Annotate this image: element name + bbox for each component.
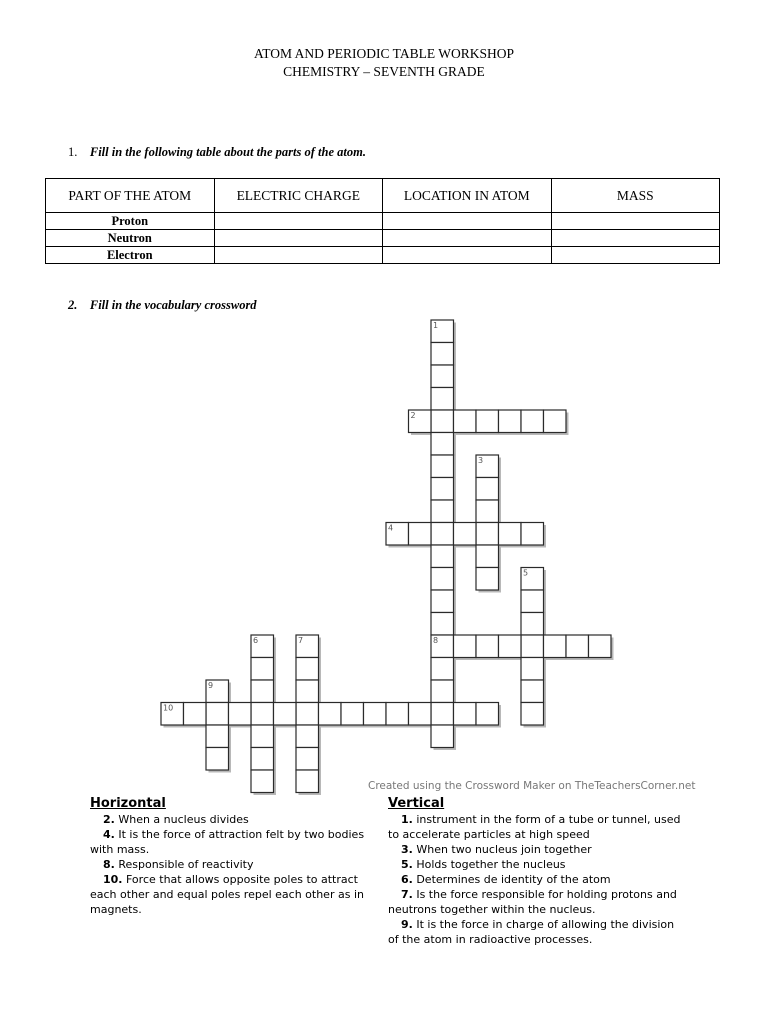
table-header: PART OF THE ATOM [46,179,215,213]
clue-item [388,857,684,872]
crossword-cell[interactable] [229,703,252,726]
crossword-cell[interactable] [431,725,454,748]
clue-number: 1. [401,813,413,826]
crossword-clue-number: 4 [388,523,394,533]
clue-number: 4. [103,828,115,841]
table-header: MASS [551,179,720,213]
crossword-cell[interactable] [544,410,567,433]
clue-item [388,872,684,887]
crossword-cell[interactable] [476,523,499,546]
page-subtitle: CHEMISTRY – SEVENTH GRADE [283,64,485,79]
crossword-cell[interactable] [431,545,454,568]
clue-item [388,842,684,857]
table-row-label: Proton [46,213,215,230]
crossword-cell[interactable] [476,500,499,523]
crossword-cell[interactable] [476,478,499,501]
question-2-text: Fill in the vocabulary crossword [89,298,257,312]
crossword-cell[interactable] [341,703,364,726]
page-title: ATOM AND PERIODIC TABLE WORKSHOP [254,46,514,61]
clue-text: Holds together the nucleus [412,858,566,871]
crossword-clue-number: 7 [298,636,304,645]
question-1-number: 1. [68,145,78,159]
clue-text: Force that allows opposite poles to attract each other and equal poles repel each other as in magnets. [90,873,364,916]
crossword-cell[interactable] [431,703,454,726]
crossword-cell[interactable] [521,658,544,681]
crossword-cell[interactable] [274,703,297,726]
crossword-cell[interactable] [431,500,454,523]
crossword-cell[interactable] [521,523,544,546]
crossword-cell[interactable] [476,410,499,433]
clue-text: Is the force responsible for holding protons and neutrons together within the nucleus. [388,888,677,916]
crossword-cell[interactable] [431,590,454,613]
crossword-clue-number: 6 [253,636,259,645]
crossword-cell[interactable] [431,433,454,456]
crossword-cell[interactable] [296,658,319,681]
crossword-cell[interactable] [296,680,319,703]
crossword-cell[interactable] [454,523,477,546]
crossword-cell[interactable] [499,410,522,433]
clue-text: When two nucleus join together [412,843,592,856]
table-header: LOCATION IN ATOM [383,179,552,213]
question-1-text: Fill in the following table about the parts of the atom. [89,145,366,159]
crossword-cell[interactable] [431,388,454,411]
clue-item [90,812,386,827]
crossword-cell[interactable] [454,635,477,658]
clue-number: 2. [103,813,115,826]
crossword-cell[interactable] [521,410,544,433]
crossword-cell[interactable] [589,635,612,658]
crossword-clue-number: 5 [523,568,529,578]
crossword-cell[interactable] [431,365,454,388]
crossword-cell[interactable] [251,703,274,726]
crossword-cell[interactable] [566,635,589,658]
crossword-cell[interactable] [476,635,499,658]
crossword-cell[interactable] [409,703,432,726]
crossword-cell[interactable] [521,703,544,726]
clue-text: instrument in the form of a tube or tunnel, used to accelerate particles at high speed [388,813,681,841]
clue-item [388,887,684,917]
clue-number: 10. [103,873,123,886]
crossword-cell[interactable] [476,703,499,726]
clue-item [90,827,386,857]
crossword-cell[interactable] [476,568,499,591]
question-2-number: 2. [68,298,78,312]
clue-text: It is the force in charge of allowing the division of the atom in radioactive processes. [388,918,675,946]
crossword-clue-number: 9 [208,681,214,690]
crossword-cell[interactable] [544,635,567,658]
crossword-clue-number: 2 [410,411,416,420]
crossword-cell[interactable] [206,725,229,748]
clue-item [388,917,684,947]
vertical-clues-title: Vertical [388,796,445,811]
crossword-clue-number: 3 [478,456,484,465]
crossword-cell[interactable] [409,523,432,546]
clue-text: It is the force of attraction felt by two bodies with mass. [90,828,365,856]
crossword-cell[interactable] [296,725,319,748]
clue-item [90,872,386,917]
crossword-cell[interactable] [521,635,544,658]
crossword-cell[interactable] [251,680,274,703]
clue-number: 9. [401,918,413,931]
crossword-cell[interactable] [386,703,409,726]
clue-text: When a nucleus divides [114,813,249,826]
crossword-cell[interactable] [431,410,454,433]
crossword-cell[interactable] [296,703,319,726]
crossword-cell[interactable] [431,523,454,546]
crossword-clue-number: 1 [433,321,439,330]
crossword-cell[interactable] [364,703,387,726]
crossword-cell[interactable] [476,545,499,568]
crossword-cell[interactable] [454,703,477,726]
crossword-cell[interactable] [251,770,274,793]
crossword-cell[interactable] [431,455,454,478]
horizontal-clues-list [90,812,386,917]
crossword-cell[interactable] [251,658,274,681]
table-header: ELECTRIC CHARGE [214,179,383,213]
crossword-cell[interactable] [431,478,454,501]
clue-number: 5. [401,858,413,871]
crossword-cell[interactable] [184,703,207,726]
crossword-cell[interactable] [431,613,454,636]
clue-item [388,812,684,842]
clue-number: 7. [401,888,413,901]
crossword-cell[interactable] [296,748,319,771]
crossword-cell[interactable] [521,590,544,613]
crossword-cell[interactable] [206,703,229,726]
crossword-cell[interactable] [431,658,454,681]
crossword-cell[interactable] [251,748,274,771]
crossword-cell[interactable] [499,523,522,546]
clue-text: Responsible of reactivity [114,858,254,871]
crossword-cell[interactable] [431,680,454,703]
horizontal-clues-title: Horizontal [90,796,166,811]
crossword-cell[interactable] [521,613,544,636]
crossword-cell[interactable] [296,770,319,793]
crossword-cell[interactable] [431,568,454,591]
crossword-credit: Created using the Crossword Maker on TheTeachersCorner.net [368,780,696,792]
vertical-clues-list [388,812,684,947]
clue-number: 3. [401,843,413,856]
crossword-cell[interactable] [499,635,522,658]
crossword-clue-number: 8 [433,636,439,645]
clue-item [90,857,386,872]
crossword-cell[interactable] [206,748,229,771]
crossword-cell[interactable] [521,680,544,703]
crossword-cell[interactable] [431,343,454,366]
table-row-label: Electron [46,247,215,264]
crossword-clue-number: 10 [163,703,174,713]
crossword-cell[interactable] [319,703,342,726]
clue-text: Determines de identity of the atom [412,873,611,886]
clue-number: 6. [401,873,413,886]
crossword-cell[interactable] [454,410,477,433]
crossword-cell[interactable] [251,725,274,748]
table-row-label: Neutron [46,230,215,247]
clue-number: 8. [103,858,115,871]
